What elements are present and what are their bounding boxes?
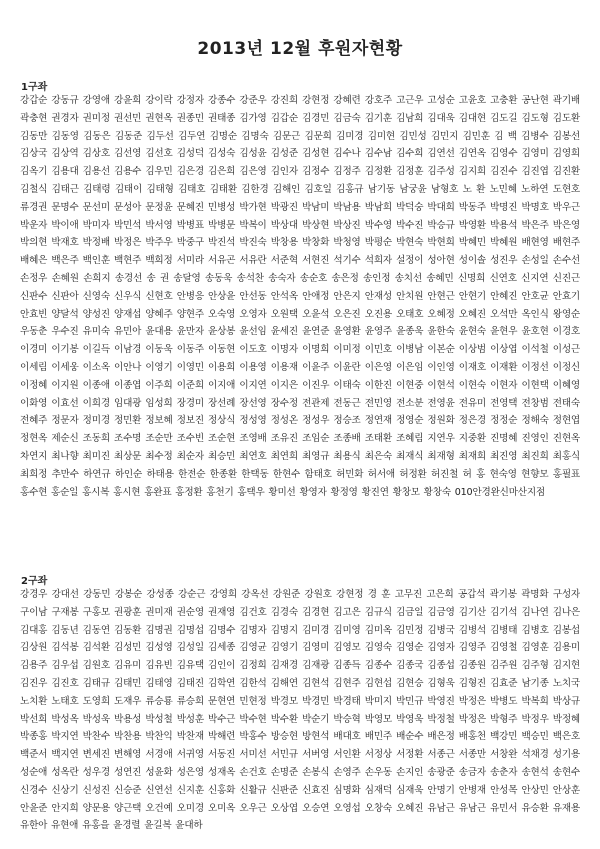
sponsor-name-list-2: 강경우 강대선 강동민 강봉순 강성종 강순근 강영희 강옥선 강원준 강원호 강현정 경 훈 고무진 고은희 공갑석 곽기봉 곽명화 구성자 구이남 구재봉 구홍모 권광훈 권미재 권순영 권재영 김건호 김경숙 김경현 김고은 김규식 김금일 김금영 김기산 김기석 김나연 김나은 김대홍 김동년 김동연 김동환 김명권 김명섭 김명수 김명자 김명지 김미경 김미영 김미옥 김민정 김병국 김병석 김병태 김병호 김봉섭 김상원 김석봉 김석환 김성민 김성영 김성일 김세종 김영균 김영기 김영미 김영모 김영숙 김영순 김영자 김영주 김영철 김영훈 김용미 김용주 김우섭 김원호 김유미 김유빈 김유택 김인이 김정희 김재경 김재광 김종득 김종수 김종국 김종섭 김종원 김주원 김주형 김지현 김진우 김진호 김태규 김태민 김태영 김태진 김학연 김한석 김해연 김현석 김현주 김현섭 김현승 김형욱 김형진 김효준 남기종 노치국 노치환 노태호 도영희 도재우 류승룡 류승희 문현연 민현정 박경모 박경민 박경태 박미지 박민규 박영진 박정은 박병도 박복희 박상규 박선희 박성옥 박성욱 박용성 박성철 박성훈 박수근 박수현 박수환 박순기 박승혁 박영모 박영욱 박정철 박정은 박형주 박정우 박정혜 박종홍 박지연 박찬수 박찬용 박찬익 박찬재 박해련 박홍수 방승현 방현석 배대호 배민주 배순수 배은정 배홍천 백강민 백승민 백은호 백준서 백지연 변세진 변해영 서경애 서귀영 서동진 서미선 서민규 서버영 서인환 서정상 서정환 서종근 서종만 서창완 석채경 성기용 성순애 성옥란 성우경 성연진 성윤화 성은영 성재옥 손건호 손명준 손봉식 손영주 손우동 손지인 송광준 송금자 송춘자 송현석 송현수 신경수 신상기 신성진 신승준 신연선 신지훈 신홍화 신활규 신판준 신효진 심명화 심재덕 심재욱 안명기 안병재 안성목 안상민 안상훈 안윤준 안지희 양문용 양근택 오건예 오미경 오미옥 오우근 오상엽 오승연 오영섭 오창숙 오혜진 유남근 유남근 유민서 유승환 유재용 유한아 유현애 유홍을 윤경렬 윤길복 윤대하 [20, 589, 580, 832]
sponsor-name-list-1: 강갑순 강동규 강영애 강윤희 강이락 강정자 강종수 강준우 강진희 강현정 강혜련 강호주 고근우 고성순 고윤호 고충환 공난현 곽기배 곽충현 권경자 권미정 권선민 권현옥 권종민 권태종 김가영 김갑순 김경민 김금숙 김기훈 김남희 김대욱 김대현 김도길 김도형 김도환 김동만 김동영 김동은 김동준 김두선 김두연 김명순 김명숙 김문근 김문희 김미경 김미현 김민성 김민지 김민훈 김 백 김병수 김봉선 김상국 김상역 김상호 김선영 김선호 김성덕 김성숙 김성윤 김성준 김성현 김수나 김수남 김수희 김연선 김연옥 김영수 김영미 김영희 김옥기 김용대 김용선 김용수 김우민 김은경 김은희 김은영 김인자 김정수 김정주 김정환 김정훈 김주성 김지희 김진수 김진엽 김진환 김철식 김태근 김태령 김태이 김태형 김태호 김태환 김한경 김해인 김호일 김홍규 남기동 남궁윤 남형호 노 환 노민혜 노하연 도현호 류경권 문명수 문선미 문성아 문정윤 문혜진 민병성 박가현 박광진 박남미 박남용 박남희 박덕숭 박대희 박동주 박명진 박명호 박우근 박운자 박이애 박미자 박민석 박서영 박병표 박병문 박복이 박상대 박상현 박상진 박수영 박수진 박승규 박영환 박용석 박은주 박은영 박의현 박재호 박정배 박정은 박주우 박중구 박진석 박진숙 박창용 박창화 박청영 박평순 박현숙 박현희 박혜민 박혜원 배현영 배현주 배혜은 백은주 백인훈 백현주 백희정 서미라 서유곤 서유란 서준혁 서현진 석기수 석희자 설정이 성아현 성이솔 성진우 손성일 손수선 손정우 손혜원 손희지 송경선 송 권 송달영 송동욱 송석찬 송숙자 송순호 송은정 송인정 송치선 송혜민 신명희 신연호 신지연 신진근 신판수 신판아 신영숙 신우식 신현호 안병응 안상윤 안선동 안석옥 안애정 안은지 안재성 안치원 안현근 안현기 안혜진 안호균 안효기 안효빈 양달석 양성진 양재섭 양혜주 양현주 오숙영 오영자 오원택 오윤석 오은진 오진용 오태호 오혜정 오혜진 오석만 옥인식 왕영순 우동춘 우수진 유미숙 유민아 윤대용 윤만자 윤상봉 윤선임 윤세진 윤연준 윤영환 윤영주 윤종욱 윤한숙 윤현숙 윤현우 윤호현 이경호 이경미 이기봉 이길득 이남경 이동욱 이동주 이동현 이도호 이명자 이명희 이미정 이민호 이병남 이본순 이상범 이상엽 이석철 이성근 이세림 이세웅 이소옥 이안나 이영기 이영민 이용희 이용영 이용재 이윤주 이윤란 이은영 이은임 이인영 이재호 이재환 이정선 이정신 이정혜 이지원 이종애 이종엽 이주희 이준희 이지애 이지연 이지은 이진우 이태숙 이한진 이현중 이현석 이현숙 이현자 이현택 이혜영 이화영 이효선 이희경 임대광 임성희 장경미 장선례 장선영 장수정 전관제 전동근 전민영 전소분 전영윤 전유미 전영택 전창범 전태숙 전혜주 정문자 정미경 정민환 정보혜 정보진 정상식 정성영 정성온 정성우 정승조 정연재 정영순 정원화 정은경 정정순 정해숙 정현엽 정현옥 제순신 조동희 조수명 조순만 조수빈 조순현 조영배 조유진 조임순 조종배 조태환 조혜림 지연우 지중환 진명혜 진영인 진현옥 차연지 최나향 최미진 최상문 최수정 최순자 최승민 최연호 최연희 최영규 최용식 최은숙 최재식 최재형 최재희 최진영 최진희 최홍식 최희정 추만수 하연규 하인순 하태용 한전순 한종환 한택동 한현수 함태호 허민화 허서애 허정환 허진철 허 홍 현숙영 현향모 홍필표 홍수현 홍순일 홍시복 홍시현 홍완표 홍정환 홍천기 홍택우 황미선 황영자 황정영 황진연 황창모 황창숙 010안경완신마산지점 [20, 95, 580, 498]
section-heading-1: 1구좌 [21, 82, 48, 93]
document-title: 2013년 12월 후원자현황 [197, 39, 403, 59]
section-heading-2: 2구좌 [21, 576, 48, 587]
